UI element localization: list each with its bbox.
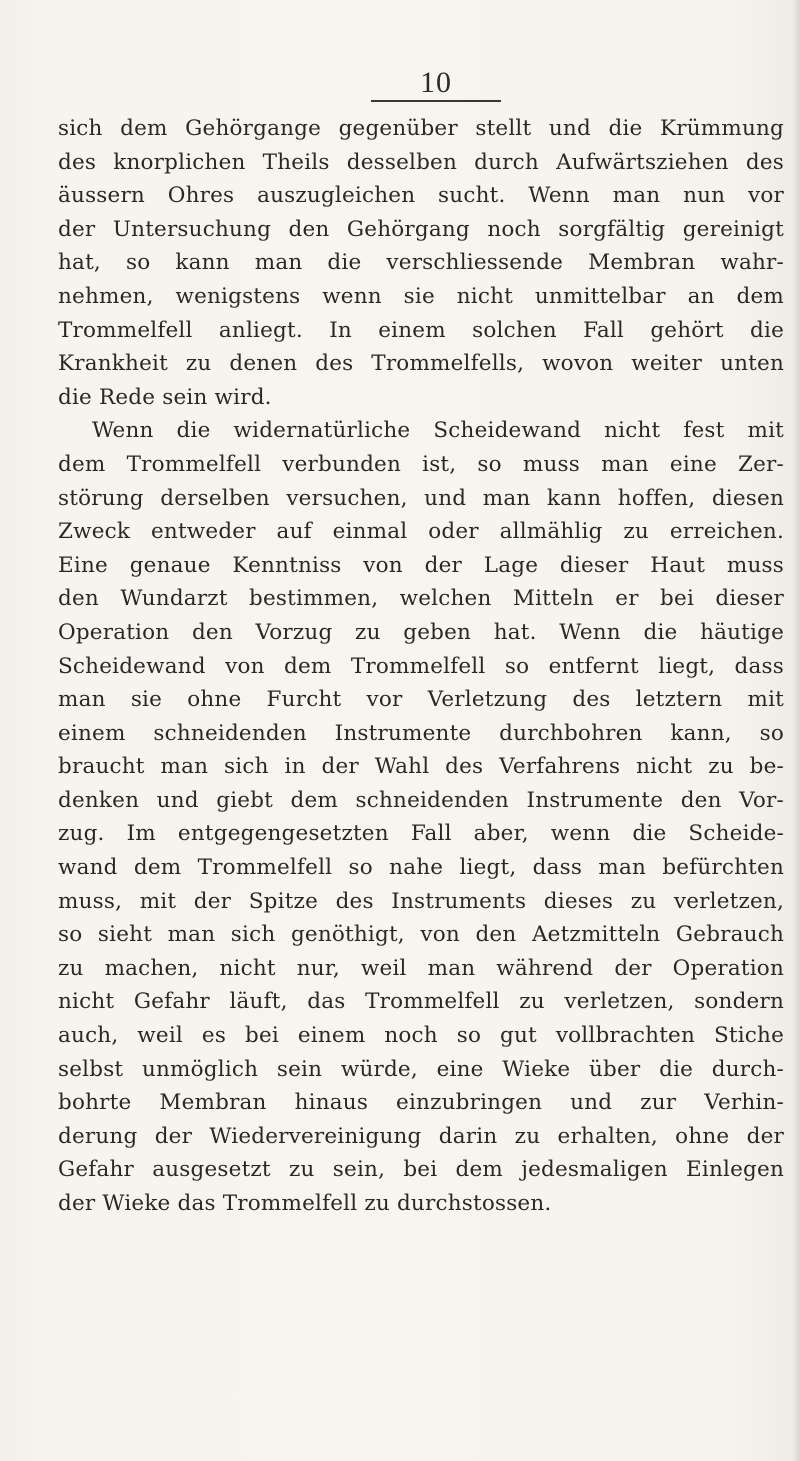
text-line: den Wundarzt bestimmen, welchen Mitteln er bei dieser (58, 586, 784, 612)
text-line: Krankheit zu denen des Trommelfells, wovon weiter unten (58, 351, 784, 377)
text-line: zu machen, nicht nur, weil man während der Operation (58, 955, 784, 981)
page-edge-shadow (794, 0, 800, 1461)
text-line: Eine genaue Kenntniss von der Lage dieser Haut muss (58, 552, 784, 578)
text-line: Gefahr ausgesetzt zu sein, bei dem jedesmaligen Einlegen (58, 1157, 784, 1183)
paragraph-start-line: Wenn die widernatürliche Scheidewand nicht fest mit (92, 418, 784, 444)
text-line: einem schneidenden Instrumente durchbohren kann, so (58, 720, 784, 746)
text-line: Scheidewand von dem Trommelfell so entfernt liegt, dass (58, 653, 784, 679)
text-line: so sieht man sich genöthigt, von den Aetzmitteln Gebrauch (58, 922, 784, 948)
text-line: nehmen, wenigstens wenn sie nicht unmittelbar an dem (58, 283, 784, 309)
text-line: man sie ohne Furcht vor Verletzung des letztern mit (58, 687, 784, 713)
text-line: störung derselben versuchen, und man kann hoffen, diesen (58, 485, 784, 511)
text-line: nicht Gefahr läuft, das Trommelfell zu verletzen, sondern (58, 989, 784, 1015)
header-rule (371, 100, 501, 102)
text-line: des knorplichen Theils desselben durch Aufwärtsziehen des (58, 149, 784, 175)
text-line: braucht man sich in der Wahl des Verfahrens nicht zu be- (58, 754, 784, 780)
text-line: Operation den Vorzug zu geben hat. Wenn die häutige (58, 619, 784, 645)
text-line: äussern Ohres auszugleichen sucht. Wenn man nun vor (58, 183, 784, 209)
text-line: Zweck entweder auf einmal oder allmählig zu erreichen. (58, 519, 784, 545)
page-number: 10 (420, 66, 452, 99)
text-line: auch, weil es bei einem noch so gut vollbrachten Stiche (58, 1023, 784, 1049)
text-line: zug. Im entgegengesetzten Fall aber, wenn die Scheide- (58, 821, 784, 847)
body-text (58, 112, 784, 1221)
text-line: der Untersuchung den Gehörgang noch sorgfältig gereinigt (58, 216, 784, 242)
text-line: wand dem Trommelfell so nahe liegt, dass man befürchten (58, 855, 784, 881)
text-line: sich dem Gehörgange gegenüber stellt und die Krümmung (58, 116, 784, 141)
text-line: muss, mit der Spitze des Instruments dieses zu verletzen, (58, 888, 784, 914)
text-line: bohrte Membran hinaus einzubringen und zur Verhin- (58, 1090, 784, 1116)
text-line: Trommelfell anliegt. In einem solchen Fall gehört die (58, 317, 784, 343)
text-line: dem Trommelfell verbunden ist, so muss man eine Zer- (58, 451, 784, 477)
paragraph-end-line: der Wieke das Trommelfell zu durchstossen. (58, 1191, 552, 1216)
paragraph-end-line: die Rede sein wird. (58, 384, 272, 410)
text-line: selbst unmöglich sein würde, eine Wieke über die durch- (58, 1056, 784, 1082)
text-line: denken und giebt dem schneidenden Instrumente den Vor- (58, 787, 784, 813)
text-line: derung der Wiedervereinigung darin zu erhalten, ohne der (58, 1123, 784, 1149)
text-line: hat, so kann man die verschliessende Membran wahr- (58, 250, 784, 276)
